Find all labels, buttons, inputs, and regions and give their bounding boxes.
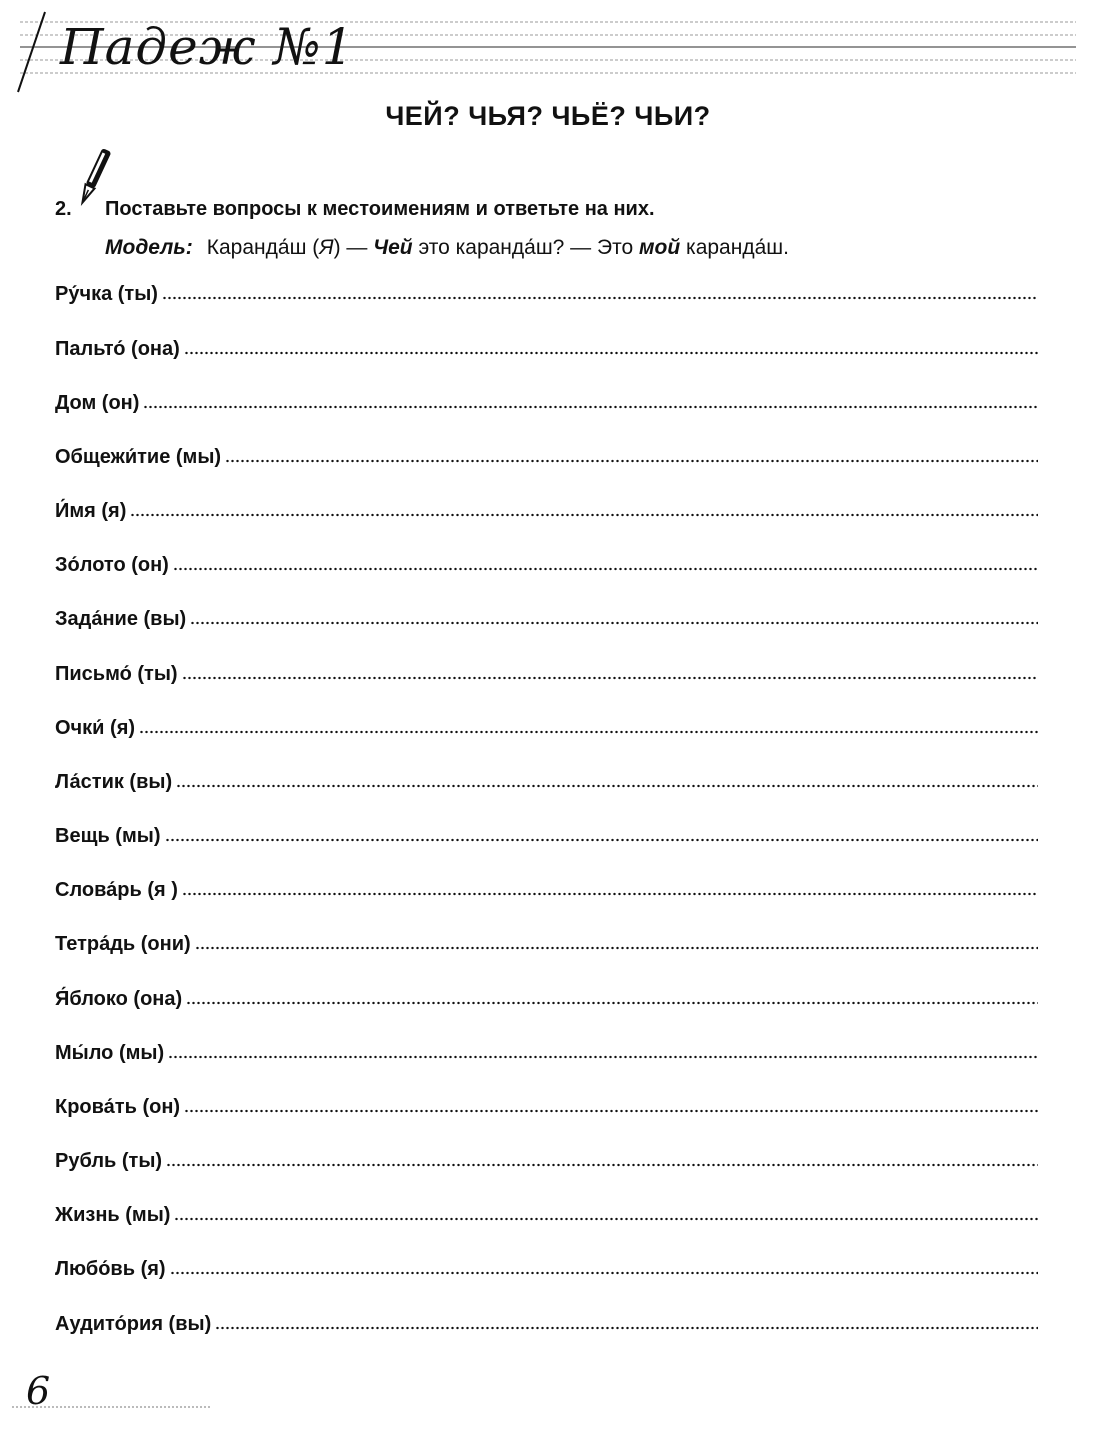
task-label: Я́блоко (она) — [55, 988, 183, 1010]
task-label: Зо́лото (он) — [55, 554, 169, 576]
model-text-part2: ) — — [333, 236, 374, 259]
answer-line[interactable] — [184, 350, 1038, 356]
task-label: Аудито́рия (вы) — [55, 1313, 212, 1335]
answer-line[interactable] — [182, 891, 1038, 897]
task-label: Любо́вь (я) — [55, 1258, 166, 1280]
task-row — [55, 926, 1038, 956]
answer-line[interactable] — [182, 675, 1038, 681]
task-label: Ру́чка (ты) — [55, 283, 158, 305]
answer-line[interactable] — [225, 458, 1038, 464]
answer-line[interactable] — [130, 512, 1038, 518]
answer-line[interactable] — [174, 1216, 1038, 1222]
task-row — [55, 872, 1038, 902]
task-row — [55, 385, 1038, 415]
answer-line[interactable] — [143, 404, 1038, 410]
answer-line[interactable] — [168, 1054, 1038, 1060]
task-row — [55, 818, 1038, 848]
task-label: Крова́ть (он) — [55, 1096, 181, 1118]
task-label: Дом (он) — [55, 392, 140, 414]
task-label: Письмо́ (ты) — [55, 663, 178, 685]
answer-line[interactable] — [190, 620, 1038, 626]
answer-line[interactable] — [170, 1270, 1038, 1276]
task-label: И́мя (я) — [55, 500, 127, 522]
task-row — [55, 276, 1038, 306]
task-label: Рубль (ты) — [55, 1150, 163, 1172]
model-text-part1: Каранда́ш ( — [206, 236, 320, 259]
footer-rule — [12, 1405, 212, 1409]
page-number: 6 — [26, 1369, 51, 1413]
exercise-number: 2. — [55, 198, 72, 220]
answer-line[interactable] — [173, 566, 1038, 572]
task-label: Слова́рь (я ) — [55, 879, 178, 901]
exercise-instruction: Поставьте вопросы к местоимениям и ответьте на них. — [105, 198, 655, 220]
task-row — [55, 1197, 1038, 1227]
task-row — [55, 439, 1038, 469]
task-label: Ла́стик (вы) — [55, 771, 173, 793]
task-label: Очки́ (я) — [55, 717, 136, 739]
answer-line[interactable] — [184, 1108, 1038, 1114]
task-row — [55, 331, 1038, 361]
model-text-part3: это каранда́ш? — Это — [412, 236, 640, 259]
task-row — [55, 1251, 1038, 1281]
task-label: Общежи́тие (мы) — [55, 446, 222, 468]
answer-line[interactable] — [215, 1325, 1038, 1331]
task-row — [55, 1143, 1038, 1173]
model-pronoun: Я — [319, 236, 334, 259]
task-label: Тетра́дь (они) — [55, 933, 191, 955]
task-label: Жизнь (мы) — [55, 1204, 171, 1226]
answer-line[interactable] — [162, 295, 1038, 301]
model-answer-word: мой — [639, 236, 681, 259]
task-row — [55, 1306, 1038, 1336]
task-row — [55, 764, 1038, 794]
task-label: Зада́ние (вы) — [55, 608, 187, 630]
model-label: Модель: — [105, 236, 193, 259]
task-row — [55, 547, 1038, 577]
answer-line[interactable] — [186, 1000, 1038, 1006]
main-heading: ЧЕЙ? ЧЬЯ? ЧЬЁ? ЧЬИ? — [385, 101, 711, 131]
answer-line[interactable] — [176, 783, 1038, 789]
task-row — [55, 1089, 1038, 1119]
task-row — [55, 656, 1038, 686]
task-label: Вещь (мы) — [55, 825, 161, 847]
task-row — [55, 601, 1038, 631]
task-label: Пальто́ (она) — [55, 338, 180, 360]
task-row — [55, 493, 1038, 523]
model-text-part4: каранда́ш. — [680, 236, 789, 259]
answer-line[interactable] — [195, 945, 1038, 951]
model-example — [105, 234, 789, 261]
answer-line[interactable] — [166, 1162, 1038, 1168]
task-row — [55, 710, 1038, 740]
task-row — [55, 981, 1038, 1011]
answer-line[interactable] — [165, 837, 1039, 843]
task-row — [55, 1035, 1038, 1065]
task-label: Мы́ло (мы) — [55, 1042, 165, 1064]
answer-line[interactable] — [139, 729, 1038, 735]
model-question-word: Чей — [373, 236, 413, 259]
page-header-title: Падеж №1 — [60, 18, 355, 76]
